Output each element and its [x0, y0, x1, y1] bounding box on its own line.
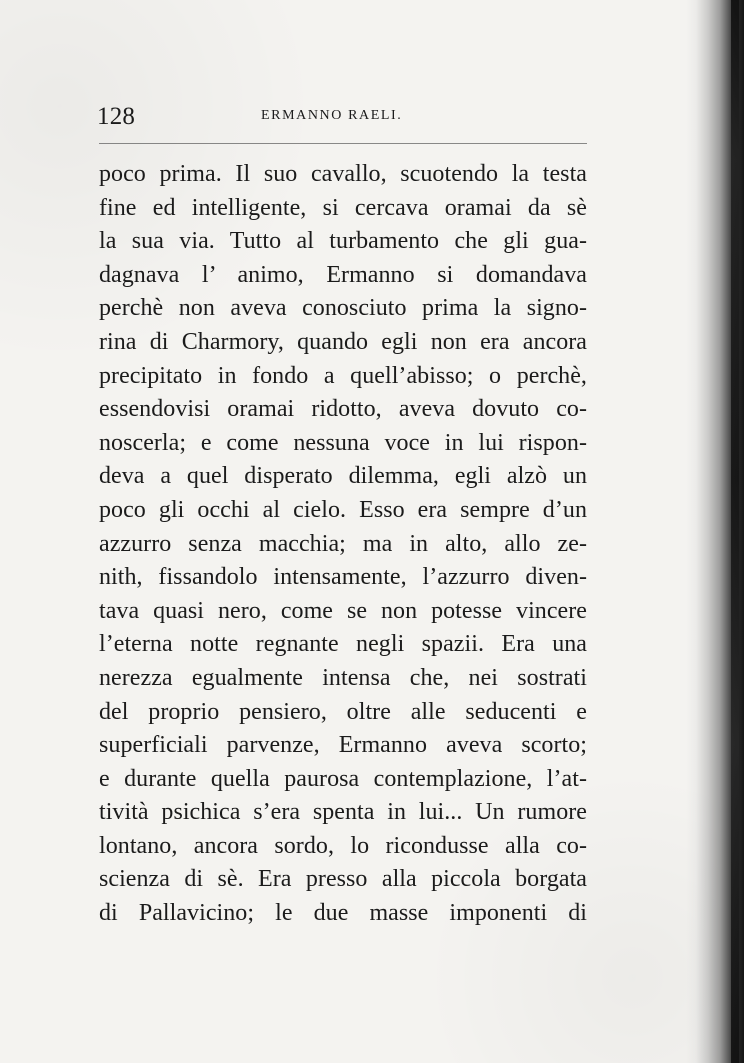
text-line-5: perchè non aveva conosciuto prima la signo-: [99, 295, 587, 322]
text-line-19: e durante quella paurosa contemplazione, l’at-: [99, 765, 587, 792]
text-line-8: essendovisi oramai ridotto, aveva dovuto co-: [99, 396, 587, 423]
text-line-13: nith, fissandolo intensamente, l’azzurro diven-: [99, 564, 587, 591]
text-line-18: superficiali parvenze, Ermanno aveva scorto;: [99, 732, 587, 759]
running-head: ERMANNO RAELI.: [261, 108, 403, 123]
text-line-17: del proprio pensiero, oltre alle seducenti e: [99, 698, 587, 725]
binding-edge: [731, 0, 739, 1063]
text-line-10: deva a quel disperato dilemma, egli alzò un: [99, 463, 587, 490]
text-line-1: poco prima. Il suo cavallo, scuotendo la testa: [99, 161, 587, 187]
header-rule: [99, 143, 587, 144]
text-line-11: poco gli occhi al cielo. Esso era sempre d’un: [99, 496, 587, 523]
text-line-16: nerezza egualmente intensa che, nei sostrati: [99, 664, 587, 691]
text-line-3: la sua via. Tutto al turbamento che gli gua-: [99, 228, 587, 255]
text-line-4: dagnava l’ animo, Ermanno si domandava: [99, 261, 587, 288]
text-line-23: di Pallavicino; le due masse imponenti di: [99, 900, 587, 927]
page-number: 128: [97, 103, 136, 130]
text-line-2: fine ed intelligente, si cercava oramai da sè: [99, 194, 587, 221]
text-line-22: scienza di sè. Era presso alla piccola borgata: [99, 866, 587, 893]
text-line-12: azzurro senza macchia; ma in alto, allo ze-: [99, 530, 587, 557]
text-line-7: precipitato in fondo a quell’abisso; o perchè,: [99, 362, 587, 389]
text-line-14: tava quasi nero, come se non potesse vincere: [99, 597, 587, 624]
page-header: [97, 102, 584, 132]
text-line-20: tività psichica s’era spenta in lui... Un rumore: [99, 799, 587, 826]
text-line-15: l’eterna notte regnante negli spazii. Era una: [99, 631, 587, 658]
text-line-9: noscerla; e come nessuna voce in lui rispon-: [99, 429, 587, 456]
text-line-6: rina di Charmory, quando egli non era ancora: [99, 328, 587, 355]
page-body: [99, 158, 587, 931]
text-line-21: lontano, ancora sordo, lo ricondusse alla co-: [99, 832, 587, 859]
